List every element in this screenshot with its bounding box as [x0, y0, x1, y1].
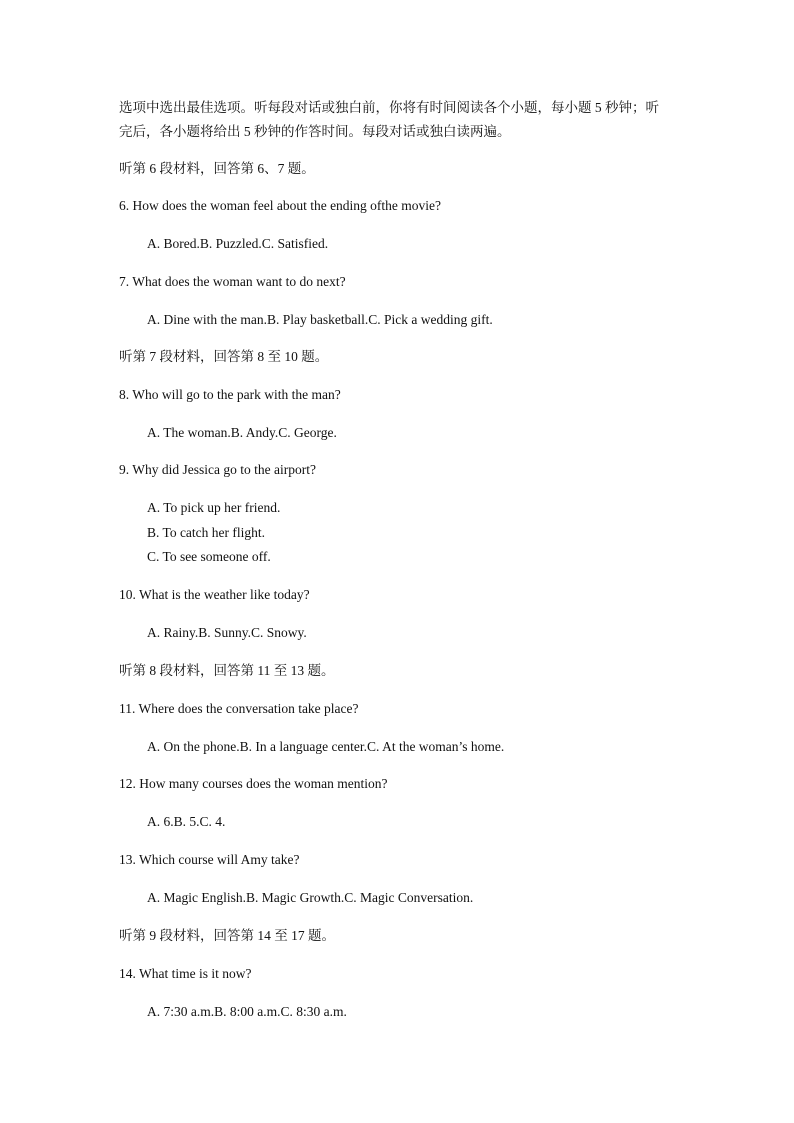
intro-line: 完后，各小题将给出 5 秒钟的作答时间。每段对话或独白读两遍。 — [119, 124, 511, 139]
answer-option: A. To pick up her friend. — [147, 500, 281, 515]
question-text: 12. How many courses does the woman mention? — [119, 776, 388, 791]
question-text: 7. What does the woman want to do next? — [119, 274, 346, 289]
answer-option: C. To see someone off. — [147, 549, 271, 564]
question-text: 8. Who will go to the park with the man? — [119, 387, 341, 402]
question-text: 9. Why did Jessica go to the airport? — [119, 462, 316, 477]
answer-options: A. The woman.B. Andy.C. George. — [147, 425, 337, 440]
answer-options: A. 7:30 a.m.B. 8:00 a.m.C. 8:30 a.m. — [147, 1004, 347, 1019]
question-text: 11. Where does the conversation take place? — [119, 701, 359, 716]
answer-options: A. Magic English.B. Magic Growth.C. Magic Conversation. — [147, 890, 474, 905]
answer-options: A. On the phone.B. In a language center.C. At the woman’s home. — [147, 739, 505, 754]
answer-options: A. 6.B. 5.C. 4. — [147, 814, 226, 829]
question-text: 13. Which course will Amy take? — [119, 852, 300, 867]
section-heading: 听第 7 段材料，回答第 8 至 10 题。 — [119, 349, 329, 364]
question-text: 14. What time is it now? — [119, 966, 252, 981]
question-text: 6. How does the woman feel about the ending ofthe movie? — [119, 198, 442, 213]
section-heading: 听第 9 段材料，回答第 14 至 17 题。 — [119, 928, 335, 943]
question-text: 10. What is the weather like today? — [119, 587, 310, 602]
section-heading: 听第 8 段材料，回答第 11 至 13 题。 — [119, 663, 335, 678]
answer-option: B. To catch her flight. — [147, 525, 266, 540]
intro-line: 选项中选出最佳选项。听每段对话或独白前，你将有时间阅读各个小题，每小题 5 秒钟；听 — [119, 100, 659, 115]
section-heading: 听第 6 段材料，回答第 6、7 题。 — [119, 161, 315, 176]
answer-options: A. Bored.B. Puzzled.C. Satisfied. — [147, 236, 329, 251]
answer-options: A. Rainy.B. Sunny.C. Snowy. — [147, 625, 307, 640]
answer-options: A. Dine with the man.B. Play basketball.C. Pick a wedding gift. — [147, 312, 493, 327]
